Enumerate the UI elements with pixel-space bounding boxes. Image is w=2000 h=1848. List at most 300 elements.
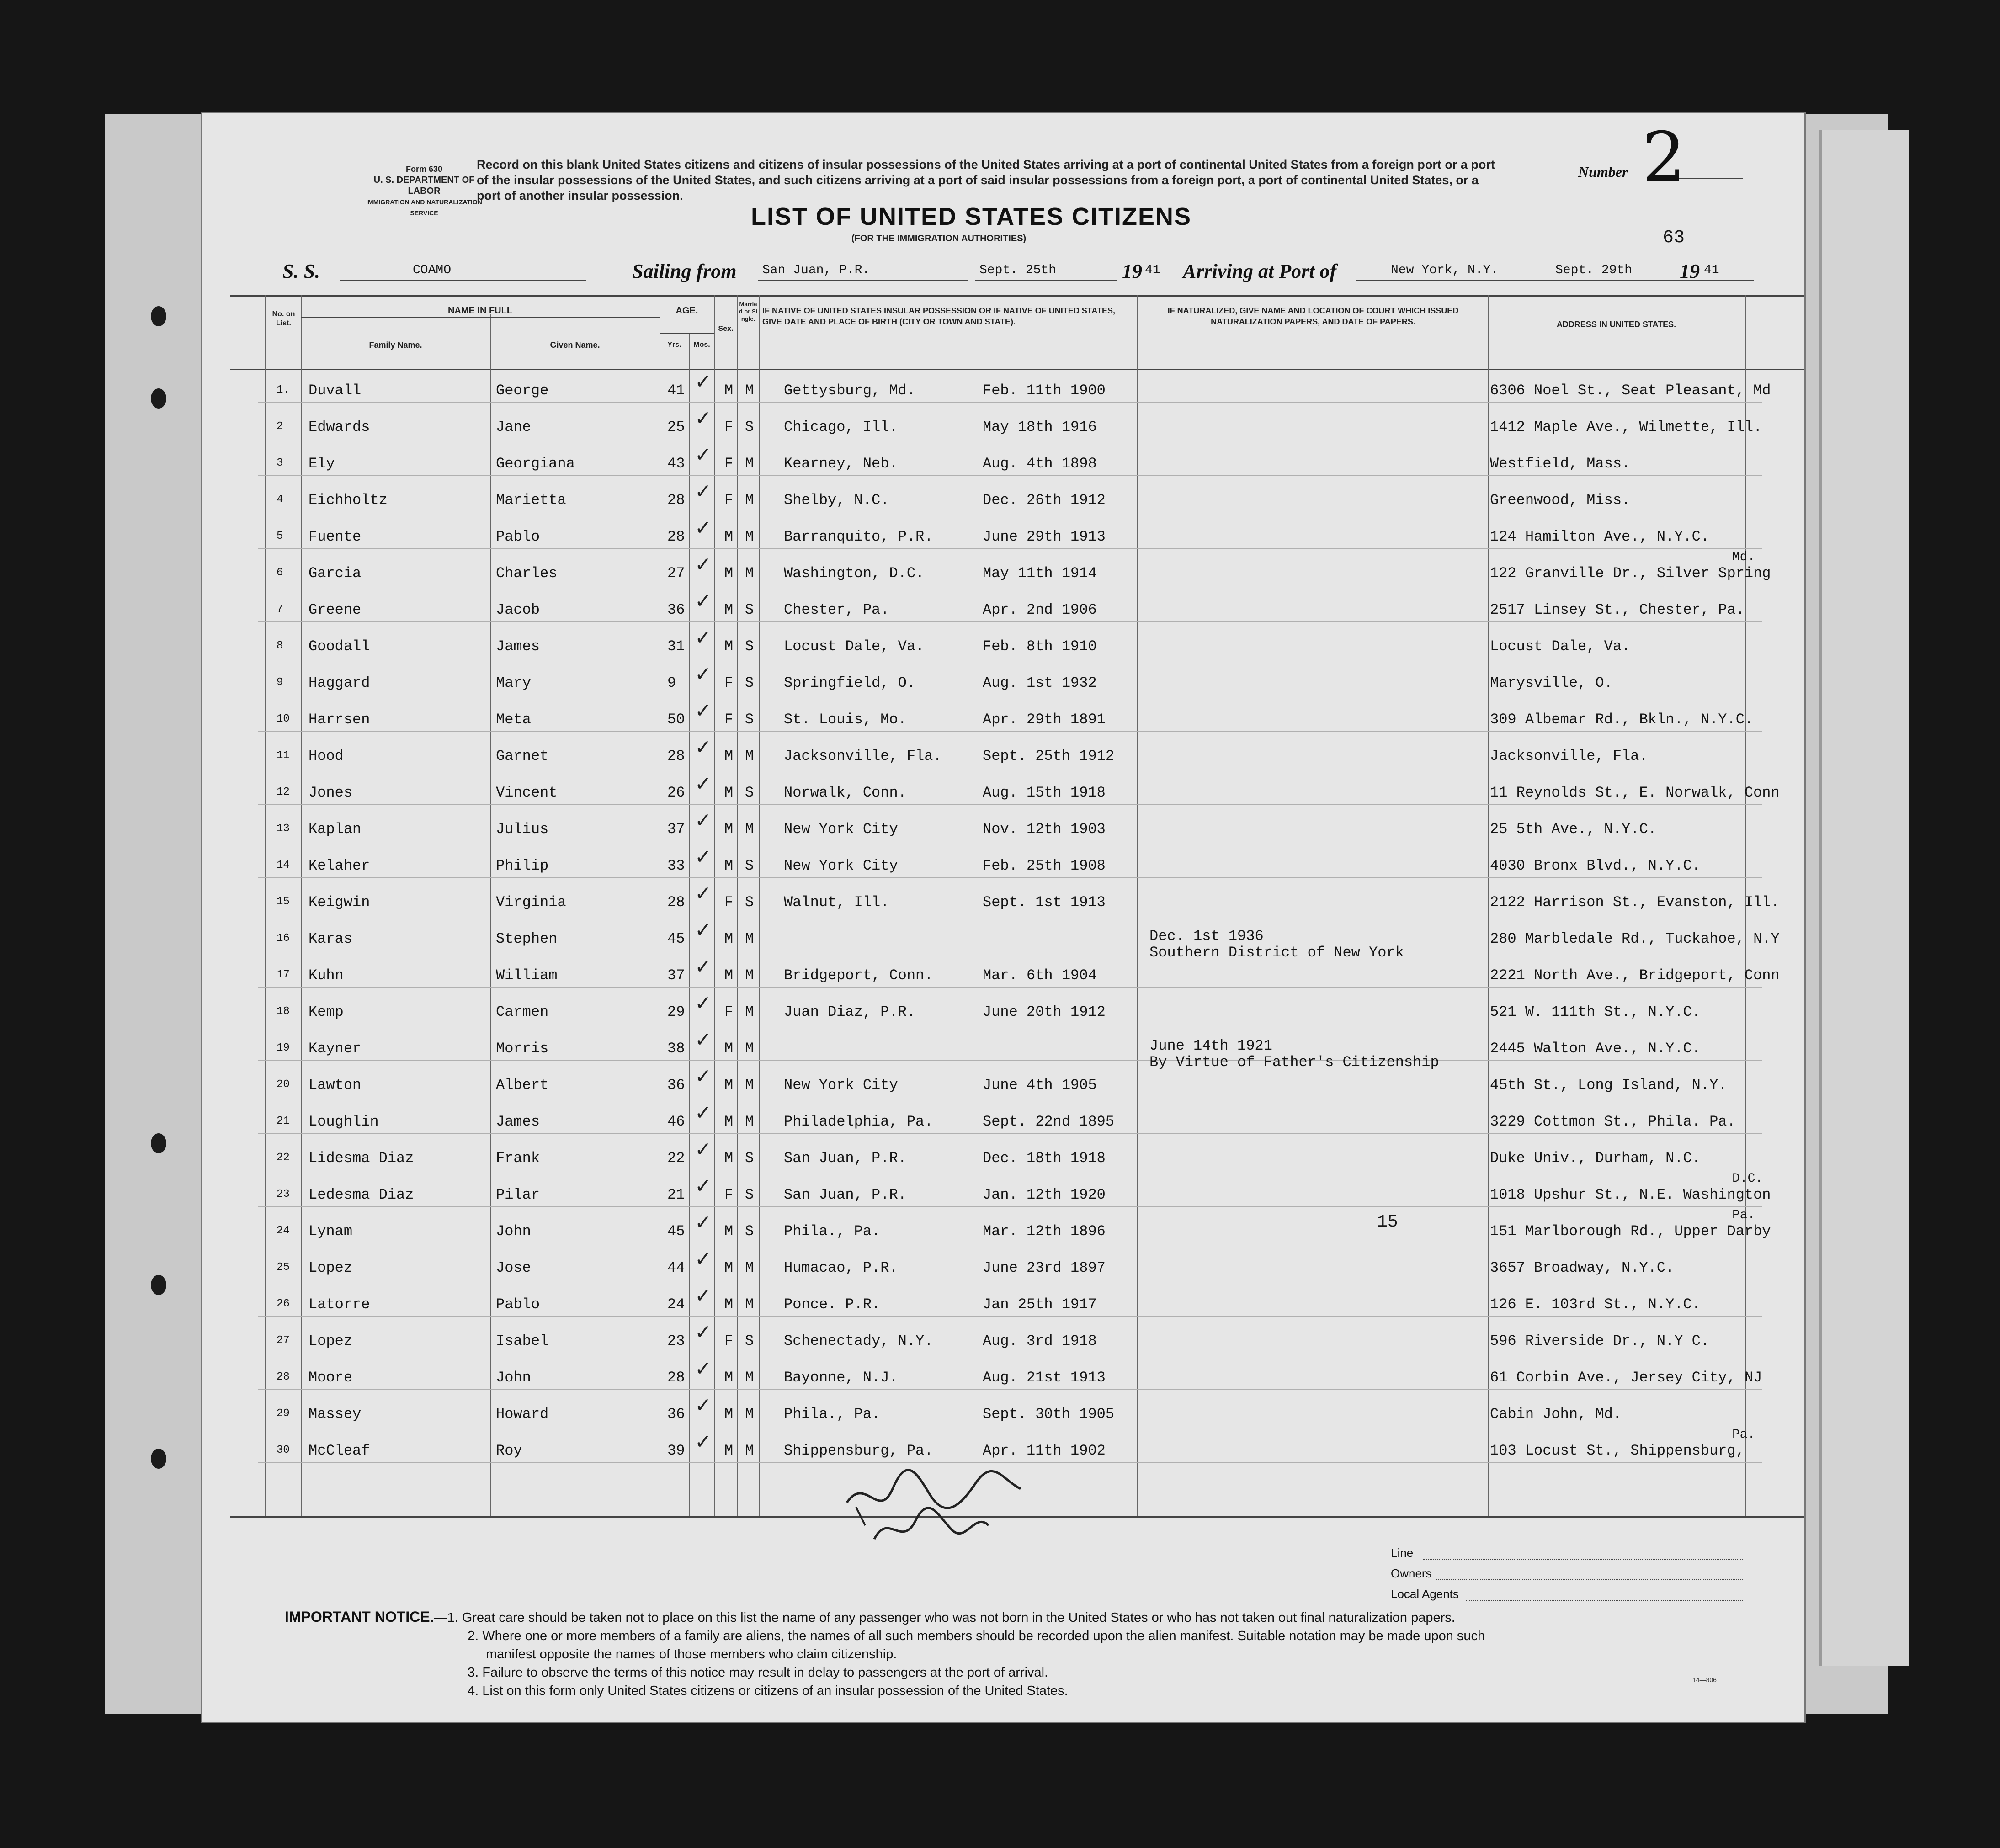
instruction-text: Record on this blank United States citizens and citizens of insular possessions of the United States arriving at a port of continental United States from a foreign port or a port of the insular possessions of the United States, and such citizens arriving at a port of said insular possessions from a foreign port, a port of continental United States, or a port of another insular possession.	[477, 158, 1495, 202]
age-years: 38	[667, 1040, 685, 1057]
age-years: 39	[667, 1442, 685, 1459]
naturalization-court: By Virtue of Father's Citizenship	[1149, 1054, 1439, 1071]
given-name: Philip	[496, 857, 549, 874]
birth-date: Apr. 11th 1902	[983, 1442, 1106, 1459]
notice-item-2: 2. Where one or more members of a family are aliens, the names of all such members should be recorded upon the alien manifest. Suitable notation may be made upon such	[468, 1629, 1485, 1643]
binder-hole	[151, 1275, 166, 1295]
sex: F	[724, 455, 734, 472]
table-row	[258, 951, 1780, 988]
address: 309 Albemar Rd., Bkln., N.Y.C.	[1490, 711, 1754, 728]
checkmark-icon: ✓	[695, 845, 712, 869]
birth-date: Feb. 25th 1908	[983, 857, 1106, 874]
marital-status: S	[745, 1186, 754, 1203]
marital-status: M	[745, 821, 754, 838]
col-family-name: Family Name.	[369, 340, 422, 350]
naturalization-date: June 14th 1921	[1149, 1037, 1272, 1054]
sex: M	[724, 1077, 734, 1094]
checkmark-icon: ✓	[695, 1138, 712, 1161]
marital-status: M	[745, 455, 754, 472]
address: Cabin John, Md.	[1490, 1406, 1622, 1423]
col-address: ADDRESS IN UNITED STATES.	[1556, 320, 1676, 329]
birth-date: June 20th 1912	[983, 1004, 1106, 1020]
checkmark-icon: ✓	[695, 1065, 712, 1088]
birth-date: Dec. 18th 1918	[983, 1150, 1106, 1167]
row-number: 3	[277, 457, 283, 469]
family-name: Karas	[309, 930, 353, 947]
address: Duke Univ., Durham, N.C.	[1490, 1150, 1701, 1167]
table-row	[258, 804, 1762, 841]
given-name: William	[496, 967, 558, 984]
birthplace: Bridgeport, Conn.	[784, 967, 933, 984]
family-name: Loughlin	[309, 1113, 379, 1130]
age-years: 21	[667, 1186, 685, 1203]
col-age: AGE.	[676, 306, 698, 316]
row-number: 26	[277, 1298, 290, 1310]
checkmark-icon: ✓	[695, 480, 712, 503]
col-no: No. on List.	[272, 310, 295, 327]
table-row	[258, 1389, 1762, 1426]
address: 1018 Upshur St., N.E. Washington	[1490, 1186, 1771, 1203]
page-reference: 63	[1663, 228, 1685, 248]
family-name: Eichholtz	[309, 492, 388, 509]
sex: F	[724, 1186, 734, 1203]
sex: M	[724, 1296, 734, 1313]
birthplace: Jacksonville, Fla.	[784, 748, 942, 765]
age-years: 33	[667, 857, 685, 874]
col-married-single: Married or Single.	[739, 301, 758, 322]
birthplace: Shippensburg, Pa.	[784, 1442, 933, 1459]
birthplace: St. Louis, Mo.	[784, 711, 907, 728]
checkmark-icon: ✓	[695, 1101, 712, 1125]
notice-item-1: —1. Great care should be taken not to place on this list the name of any passenger who was not born in the United States or who has not taken out final naturalization papers.	[434, 1610, 1455, 1625]
table-row	[258, 914, 1780, 961]
arrival-year-prefix: 19	[1680, 260, 1700, 282]
table-row	[258, 731, 1762, 768]
family-name: Latorre	[309, 1296, 370, 1313]
checkmark-icon: ✓	[695, 370, 712, 393]
row-number: 10	[277, 713, 290, 725]
row-number: 24	[277, 1225, 290, 1237]
marital-status: M	[745, 748, 754, 765]
family-name: Garcia	[309, 565, 362, 582]
birthplace: Phila., Pa.	[784, 1223, 881, 1240]
margin-number: 15	[1377, 1212, 1398, 1232]
birth-date: June 4th 1905	[983, 1077, 1097, 1094]
table-row	[258, 1097, 1762, 1134]
marital-status: S	[745, 711, 754, 728]
marital-status: M	[745, 528, 754, 545]
address: 596 Riverside Dr., N.Y C.	[1490, 1333, 1710, 1349]
row-number: 13	[277, 823, 290, 835]
age-subrule	[660, 333, 714, 334]
arrival-year: 41	[1704, 263, 1719, 277]
birthplace: Chicago, Ill.	[784, 419, 898, 435]
sailing-date: Sept. 25th	[979, 263, 1057, 277]
table-row	[258, 1316, 1762, 1353]
table-row	[258, 1024, 1762, 1071]
sailing-port: San Juan, P.R.	[762, 263, 870, 277]
marital-status: M	[745, 1296, 754, 1313]
checkmark-icon: ✓	[695, 992, 712, 1015]
sex: M	[724, 1406, 734, 1423]
checkmark-icon: ✓	[695, 1394, 712, 1417]
table-row	[258, 512, 1762, 549]
address: Jacksonville, Fla.	[1490, 748, 1648, 765]
birth-date: June 29th 1913	[983, 528, 1106, 545]
age-years: 28	[667, 1369, 685, 1386]
family-name: McCleaf	[309, 1442, 370, 1459]
form-number: Form 630	[405, 165, 443, 174]
list-number: 2	[1642, 118, 1686, 197]
checkmark-icon: ✓	[695, 589, 712, 613]
birthplace: Norwalk, Conn.	[784, 784, 907, 801]
row-number: 12	[277, 786, 290, 798]
birth-date: Jan. 12th 1920	[983, 1186, 1106, 1203]
family-name: Massey	[309, 1406, 362, 1423]
family-name: Kaplan	[309, 821, 362, 838]
age-years: 36	[667, 1077, 685, 1094]
sex: F	[724, 1004, 734, 1020]
address: 1412 Maple Ave., Wilmette, Ill.	[1490, 419, 1762, 435]
age-years: 9	[667, 674, 676, 691]
name-subrule	[301, 317, 660, 318]
birthplace: Bayonne, N.J.	[784, 1369, 898, 1386]
given-name: Carmen	[496, 1004, 549, 1020]
row-number: 4	[277, 494, 283, 506]
arrival-port: New York, N.Y.	[1391, 263, 1499, 277]
ship-name: COAMO	[413, 263, 452, 277]
col-naturalized: IF NATURALIZED, GIVE NAME AND LOCATION OF COURT WHICH ISSUED NATURALIZATION PAPERS, AND DATE OF PAPERS.	[1167, 306, 1459, 326]
address: 122 Granville Dr., Silver Spring	[1490, 565, 1771, 582]
marital-status: M	[745, 1004, 754, 1020]
table-row	[258, 1243, 1762, 1280]
sailing-date-underline	[975, 280, 1117, 281]
age-years: 28	[667, 894, 685, 911]
marital-status: M	[745, 1259, 754, 1276]
checkmark-icon: ✓	[695, 1284, 712, 1307]
row-number: 9	[277, 676, 283, 689]
birthplace: Washington, D.C.	[784, 565, 925, 582]
table-row	[258, 585, 1762, 622]
family-name: Greene	[309, 601, 362, 618]
col-name-in-full: NAME IN FULL	[447, 306, 513, 316]
row-number: 21	[277, 1115, 290, 1127]
row-number: 25	[277, 1261, 290, 1274]
binder-hole	[151, 306, 166, 326]
table-top-rule	[230, 295, 1804, 297]
col-sex: Sex.	[718, 325, 734, 333]
checkmark-icon: ✓	[695, 1174, 712, 1198]
row-number: 7	[277, 603, 283, 616]
row-number: 15	[277, 896, 290, 908]
age-years: 41	[667, 382, 685, 399]
family-name: Duvall	[309, 382, 362, 399]
sex: F	[724, 674, 734, 691]
row-number: 6	[277, 567, 283, 579]
sex: M	[724, 382, 734, 399]
family-name: Lawton	[309, 1077, 362, 1094]
checkmark-icon: ✓	[695, 663, 712, 686]
given-name: Jane	[496, 419, 531, 435]
marital-status: M	[745, 1040, 754, 1057]
address-state-note: Pa.	[1732, 1208, 1755, 1222]
given-name: George	[496, 382, 549, 399]
given-name: Vincent	[496, 784, 558, 801]
family-name: Fuente	[309, 528, 362, 545]
checkmark-icon: ✓	[695, 809, 712, 832]
birth-date: Nov. 12th 1903	[983, 821, 1106, 838]
naturalization-date: Dec. 1st 1936	[1149, 928, 1264, 945]
line-field	[1423, 1559, 1743, 1560]
row-number: 19	[277, 1042, 290, 1054]
address: 6306 Noel St., Seat Pleasant, Md	[1490, 382, 1771, 399]
age-years: 46	[667, 1113, 685, 1130]
given-name: Garnet	[496, 748, 549, 765]
table-row	[258, 548, 1771, 585]
marital-status: S	[745, 857, 754, 874]
address: 124 Hamilton Ave., N.Y.C.	[1490, 528, 1710, 545]
row-number: 5	[277, 530, 283, 542]
given-name: Frank	[496, 1150, 540, 1167]
age-years: 37	[667, 821, 685, 838]
age-years: 23	[667, 1333, 685, 1349]
sex: M	[724, 857, 734, 874]
birthplace: San Juan, P.R.	[784, 1186, 907, 1203]
given-name: Charles	[496, 565, 558, 582]
sex: M	[724, 1223, 734, 1240]
row-number: 2	[277, 420, 283, 433]
sex: M	[724, 638, 734, 655]
marital-status: S	[745, 894, 754, 911]
address: Greenwood, Miss.	[1490, 492, 1631, 509]
table-row	[258, 402, 1762, 439]
given-name: Georgiana	[496, 455, 575, 472]
col-years: Yrs.	[667, 341, 681, 349]
family-name: Jones	[309, 784, 353, 801]
number-label: Number	[1578, 164, 1628, 180]
sex: M	[724, 1040, 734, 1057]
sex: F	[724, 419, 734, 435]
family-name: Ely	[309, 455, 335, 472]
checkmark-icon: ✓	[695, 626, 712, 649]
page-title: LIST OF UNITED STATES CITIZENS	[751, 203, 1191, 230]
row-number: 14	[277, 859, 290, 871]
given-name: Jose	[496, 1259, 531, 1276]
table-row	[258, 841, 1762, 878]
notice-item-2-continued: manifest opposite the names of those members who claim citizenship.	[486, 1647, 897, 1662]
birth-date: Aug. 1st 1932	[983, 674, 1097, 691]
marital-status: S	[745, 784, 754, 801]
address: 280 Marbledale Rd., Tuckahoe, N.Y	[1490, 930, 1780, 947]
notice-heading: IMPORTANT NOTICE.	[285, 1609, 434, 1625]
address: 25 5th Ave., N.Y.C.	[1490, 821, 1657, 838]
age-years: 44	[667, 1259, 685, 1276]
marital-status: M	[745, 382, 754, 399]
given-name: Pablo	[496, 1296, 540, 1313]
birth-date: Mar. 6th 1904	[983, 967, 1097, 984]
sex: M	[724, 1150, 734, 1167]
ss-label: S. S.	[282, 260, 320, 282]
row-number: 23	[277, 1188, 290, 1200]
family-name: Kayner	[309, 1040, 362, 1057]
birthplace: Gettysburg, Md.	[784, 382, 916, 399]
given-name: Virginia	[496, 894, 566, 911]
given-name: Mary	[496, 674, 531, 691]
given-name: James	[496, 638, 540, 655]
age-years: 26	[667, 784, 685, 801]
checkmark-icon: ✓	[695, 772, 712, 796]
sailing-year: 41	[1145, 263, 1160, 277]
birthplace: New York City	[784, 857, 898, 874]
age-years: 45	[667, 1223, 685, 1240]
naturalization-court: Southern District of New York	[1149, 944, 1404, 961]
given-name: Howard	[496, 1406, 549, 1423]
sex: M	[724, 1259, 734, 1276]
address-state-note: Md.	[1732, 550, 1755, 564]
age-years: 36	[667, 601, 685, 618]
table-row	[258, 877, 1780, 914]
table-row	[258, 1170, 1771, 1207]
birth-date: Jan 25th 1917	[983, 1296, 1097, 1313]
age-years: 28	[667, 528, 685, 545]
birth-date: Aug. 4th 1898	[983, 455, 1097, 472]
important-notice	[285, 1608, 1775, 1700]
age-years: 37	[667, 967, 685, 984]
address: 521 W. 111th St., N.Y.C.	[1490, 1004, 1701, 1020]
checkmark-icon: ✓	[695, 1028, 712, 1051]
family-name: Lynam	[309, 1223, 353, 1240]
address: Westfield, Mass.	[1490, 455, 1631, 472]
row-number: 16	[277, 932, 290, 945]
table-row	[258, 1060, 1762, 1097]
family-name: Kuhn	[309, 967, 344, 984]
row-number: 22	[277, 1152, 290, 1164]
age-years: 22	[667, 1150, 685, 1167]
address: Locust Dale, Va.	[1490, 638, 1631, 655]
birthplace: Schenectady, N.Y.	[784, 1333, 933, 1349]
marital-status: M	[745, 565, 754, 582]
sex: M	[724, 748, 734, 765]
birthplace: Ponce. P.R.	[784, 1296, 881, 1313]
marital-status: M	[745, 1406, 754, 1423]
sex: F	[724, 1333, 734, 1349]
checkmark-icon: ✓	[695, 407, 712, 430]
address-state-note: D.C.	[1732, 1172, 1763, 1186]
address: 151 Marlborough Rd., Upper Darby	[1490, 1223, 1771, 1240]
sex: M	[724, 967, 734, 984]
birth-date: Aug. 3rd 1918	[983, 1333, 1097, 1349]
birth-date: May 11th 1914	[983, 565, 1097, 582]
age-years: 50	[667, 711, 685, 728]
print-code: 14—806	[1692, 1676, 1717, 1683]
age-years: 27	[667, 565, 685, 582]
marital-status: M	[745, 492, 754, 509]
sex: F	[724, 711, 734, 728]
table-row	[258, 768, 1780, 805]
marital-status: S	[745, 1150, 754, 1167]
checkmark-icon: ✓	[695, 1248, 712, 1271]
table-row	[258, 366, 1771, 403]
checkmark-icon: ✓	[695, 736, 712, 759]
checkmark-icon: ✓	[695, 1321, 712, 1344]
family-name: Kemp	[309, 1004, 344, 1020]
row-number: 8	[277, 640, 283, 652]
sex: F	[724, 894, 734, 911]
address: 45th St., Long Island, N.Y.	[1490, 1077, 1727, 1094]
sex: M	[724, 565, 734, 582]
table-row	[258, 1426, 1762, 1463]
sailing-port-underline	[758, 280, 968, 281]
birth-date: Feb. 11th 1900	[983, 382, 1106, 399]
given-name: Morris	[496, 1040, 549, 1057]
marital-status: M	[745, 1077, 754, 1094]
clerk-signature	[838, 1461, 1030, 1553]
row-number: 28	[277, 1371, 290, 1383]
marital-status: S	[745, 674, 754, 691]
given-name: Stephen	[496, 930, 558, 947]
notice-item-3: 3. Failure to observe the terms of this notice may result in delay to passengers at the port of arrival.	[468, 1665, 1048, 1680]
given-name: Jacob	[496, 601, 540, 618]
age-years: 25	[667, 419, 685, 435]
checkmark-icon: ✓	[695, 1211, 712, 1234]
row-number: 30	[277, 1444, 290, 1456]
marital-status: M	[745, 967, 754, 984]
family-name: Moore	[309, 1369, 353, 1386]
page-subtitle: (FOR THE IMMIGRATION AUTHORITIES)	[851, 234, 1027, 244]
checkmark-icon: ✓	[695, 919, 712, 942]
address: 126 E. 103rd St., N.Y.C.	[1490, 1296, 1701, 1313]
sailing-year-prefix: 19	[1122, 260, 1142, 282]
birth-date: Apr. 2nd 1906	[983, 601, 1097, 618]
marital-status: S	[745, 601, 754, 618]
sex: M	[724, 601, 734, 618]
row-number: 20	[277, 1078, 290, 1091]
marital-status: M	[745, 1113, 754, 1130]
age-years: 24	[667, 1296, 685, 1313]
adjacent-page-strip	[1819, 130, 1909, 1666]
birth-date: Sept. 22nd 1895	[983, 1113, 1115, 1130]
col-birthplace: IF NATIVE OF UNITED STATES INSULAR POSSESSION OR IF NATIVE OF UNITED STATES, GIVE DATE AND PLACE OF BIRTH (CITY OR TOWN AND STATE).	[762, 306, 1116, 326]
birthplace: Chester, Pa.	[784, 601, 889, 618]
ship-underline	[340, 280, 586, 281]
table-row	[258, 1353, 1762, 1390]
birth-date: Dec. 26th 1912	[983, 492, 1106, 509]
checkmark-icon: ✓	[695, 553, 712, 576]
address: 4030 Bronx Blvd., N.Y.C.	[1490, 857, 1701, 874]
checkmark-icon: ✓	[695, 1430, 712, 1454]
age-years: 29	[667, 1004, 685, 1020]
birth-date: May 18th 1916	[983, 419, 1097, 435]
checkmark-icon: ✓	[695, 882, 712, 905]
birth-date: Mar. 12th 1896	[983, 1223, 1106, 1240]
row-number: 29	[277, 1407, 290, 1420]
birthplace: Barranquito, P.R.	[784, 528, 933, 545]
row-number: 18	[277, 1005, 290, 1018]
arrival-date: Sept. 29th	[1555, 263, 1633, 277]
given-name: Pilar	[496, 1186, 540, 1203]
birth-date: June 23rd 1897	[983, 1259, 1106, 1276]
address: 103 Locust St., Shippensburg,	[1490, 1442, 1745, 1459]
checkmark-icon: ✓	[695, 699, 712, 722]
birthplace: Springfield, O.	[784, 674, 916, 691]
given-name: Roy	[496, 1442, 522, 1459]
age-years: 45	[667, 930, 685, 947]
birth-date: Feb. 8th 1910	[983, 638, 1097, 655]
age-years: 36	[667, 1406, 685, 1423]
sex: M	[724, 821, 734, 838]
sailing-label: Sailing from	[632, 260, 737, 282]
birthplace: Phila., Pa.	[784, 1406, 881, 1423]
